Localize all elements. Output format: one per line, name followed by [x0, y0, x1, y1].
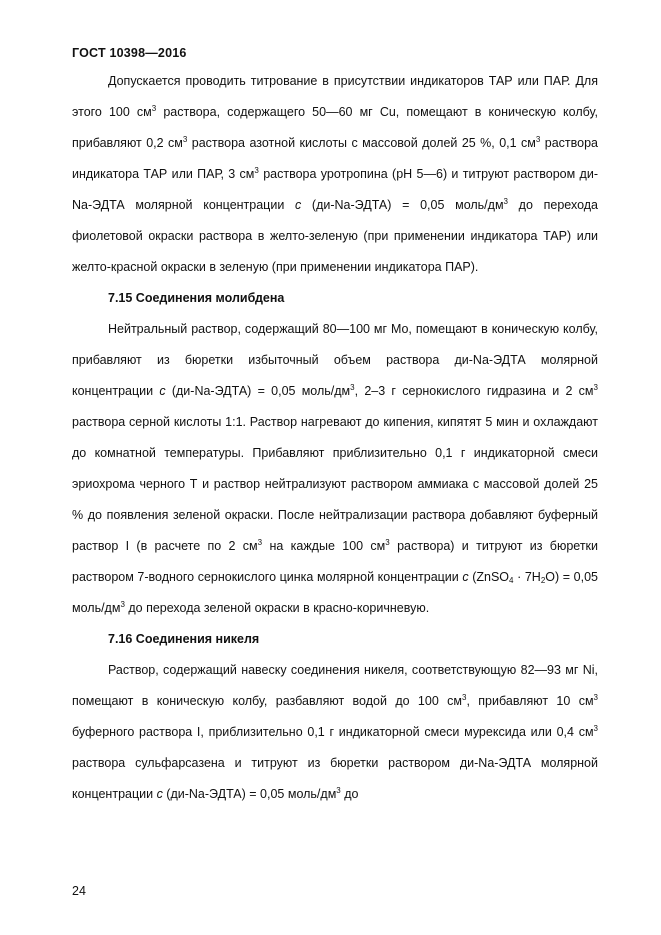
italic-symbol: c [295, 198, 302, 212]
text-run: Раствор, содержащий навеску соединения никеля, соответствующую 82—93 мг Ni, помещают в коническую колбу, разбавляют водой до 100 см [72, 663, 598, 708]
superscript: 3 [182, 135, 188, 144]
text-run: раствора серной кислоты 1:1. Раствор нагревают до кипения, кипятят 5 мин и охлаждают до комнатной температуры. Прибавляют приблизительно 0,1 г индикаторной смеси эриохрома черного Т и раствор нейтрализуют раствором аммиака с массовой долей 25 % до появления зеленой окраски. После нейтрализации раствора добавляют буферный раствор I (в расчете по 2 см [72, 415, 598, 553]
text-run: раствора индикатора ТАР или ПАР, 3 см [72, 136, 598, 181]
text-run: буферного раствора I, приблизительно 0,1 г индикаторной смеси мурексида или 0,4 см [72, 725, 594, 739]
text-run: раствора, содержащего 50—60 мг Cu, помещают в коническую колбу, прибавляют 0,2 см [72, 105, 598, 150]
text-run: до [340, 787, 359, 801]
text-run: раствора сульфарсазена и титруют из бюретки раствором ди-Na-ЭДТА молярной концентрации [72, 756, 598, 801]
superscript: 3 [257, 538, 263, 547]
text-run: O) = 0,05 моль/дм [72, 570, 598, 615]
text-run: (ди-Na-ЭДТА) = 0,05 моль/дм [165, 384, 351, 398]
superscript: 3 [350, 383, 355, 392]
italic-symbol: c [462, 570, 469, 584]
superscript: 3 [120, 600, 125, 609]
text-run: раствора) и титруют из бюретки раствором 7-водного сернокислого цинка молярной концентрации [72, 539, 598, 584]
superscript: 3 [254, 166, 259, 175]
text-run: до перехода фиолетовой окраски раствора в желто-зеленую (при применении индикатора ТАР) или желто-красной окраски в зеленую (при применении индикатора ПАР). [72, 198, 598, 274]
section-heading-nickel: 7.16 Соединения никеля [108, 632, 260, 646]
text-run: , прибавляют 10 см [466, 694, 594, 708]
superscript: 3 [593, 693, 598, 702]
text-run: (ZnSO [468, 570, 510, 584]
text-run: , 2–3 г сернокислого гидразина и 2 см [354, 384, 594, 398]
page-number: 24 [72, 884, 86, 898]
text-run: (ди-Na-ЭДТА) = 0,05 моль/дм [162, 787, 337, 801]
paragraph-titration-tar-par [72, 66, 598, 283]
superscript: 3 [151, 104, 157, 113]
superscript: 3 [593, 724, 598, 733]
italic-symbol: c [156, 787, 163, 801]
superscript: 3 [503, 197, 508, 206]
text-run: (ди-Na-ЭДТА) = 0,05 моль/дм [301, 198, 504, 212]
text-run: раствора азотной кислоты с массовой долей 25 %, 0,1 см [187, 136, 536, 150]
text-run: Нейтральный раствор, содержащий 80—100 мг Mo, помещают в коническую колбу, прибавляют из бюретки избыточный объем раствора ди-Na-ЭДТА молярной концентрации [72, 322, 598, 398]
paragraph-nickel [72, 655, 598, 810]
subscript: 2 [540, 576, 546, 585]
superscript: 3 [336, 786, 341, 795]
superscript: 3 [385, 538, 390, 547]
subscript: 4 [509, 576, 514, 585]
text-run: до перехода зеленой окраски в красно-коричневую. [124, 601, 430, 615]
section-heading-molybdenum: 7.15 Соединения молибдена [108, 291, 285, 305]
document-code-header: ГОСТ 10398—2016 [72, 46, 187, 60]
superscript: 3 [593, 383, 598, 392]
paragraph-molybdenum [72, 314, 598, 624]
superscript: 3 [462, 693, 467, 702]
superscript: 3 [535, 135, 541, 144]
italic-symbol: c [159, 384, 166, 398]
text-run: Допускается проводить титрование в присутствии индикаторов ТАР или ПАР. Для этого 100 см [72, 74, 598, 119]
text-run: раствора уротропина (pH 5—6) и титруют раствором ди-Na-ЭДТА молярной концентрации [72, 167, 598, 212]
document-body [72, 66, 598, 810]
text-run: на каждые 100 см [262, 539, 386, 553]
text-run: · 7H [513, 570, 541, 584]
